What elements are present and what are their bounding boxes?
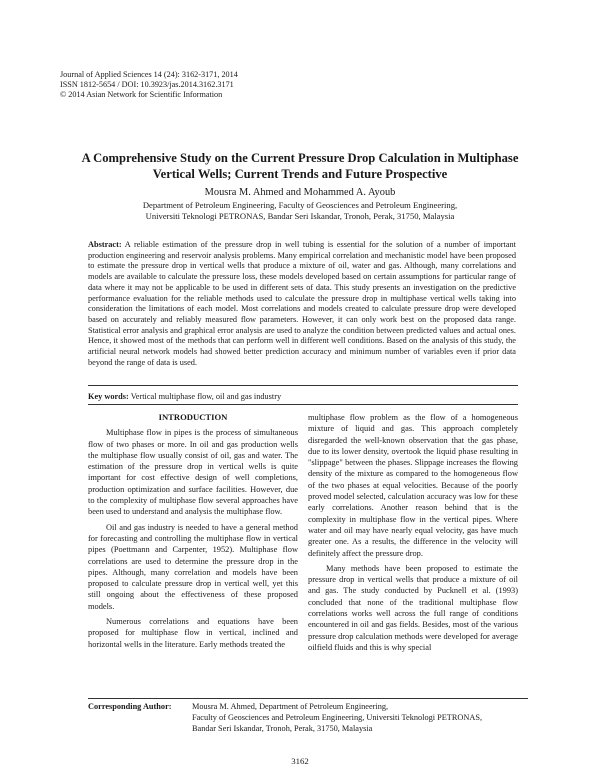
body-column-left — [88, 412, 298, 654]
paragraph: Many methods have been proposed to estimate the pressure drop in vertical wells that produce a mixture of oil and gas. The study conducted by Pucknell et al. (1993) concluded that none of the traditional multiphase flow correlations works well across the full range of conditions encountered in oil and gas fields. Besides, most of the various pressure drop calculation methods were developed for average oilfield fluids and this is why special — [308, 563, 518, 652]
paper-affiliation — [60, 200, 540, 222]
journal-header — [60, 70, 238, 101]
paragraph: Numerous correlations and equations have been proposed for multiphase flow in vertical, inclined and horizontal wells in the literature. Early methods treated the — [88, 617, 298, 649]
paragraph: Oil and gas industry is needed to have a general method for forecasting and controlling the multiphase flow in vertical pipes (Poettmann and Carpenter, 1952). Multiphase flow correlations are used to determine the pressure drop in the pipes. Although, many correlation and models have been proposed to calculate pressure drop in vertical well, yet this still ongoing about the effectiveness of these proposed models. — [88, 522, 298, 611]
section-heading-introduction: INTRODUCTION — [158, 412, 228, 422]
paper-title — [60, 150, 540, 182]
paragraph: multiphase flow problem as the flow of a homogeneous mixture of liquid and gas. This approach completely disregarded the well-known observation that the gas phase, due to its lower density, overtook the liquid phase resulting in "slippage" between the phases. Slippage increases the flowing density of the mixture as compared to the homogeneous flow of the two phases at equal velocities. Because of the poorly proved model selected, calculation accuracy was low for these early correlations. Another reason behind that is the complexity in multiphase flow in the vertical pipes. Where water and oil may have nearly equal velocity, gas have much greater one. As a results, the difference in the velocity will definitely affect the pressure drop. — [308, 413, 518, 558]
body-column-right — [308, 412, 518, 657]
abstract — [88, 240, 516, 368]
divider-top — [88, 385, 518, 386]
journal-issn-doi: ISSN 1812-5654 / DOI: 10.3923/jas.2014.3162.3171 — [60, 80, 234, 90]
corresponding-author-label: Corresponding Author: — [88, 702, 172, 711]
affiliation-line2: Universiti Teknologi PETRONAS, Bandar Seri Iskandar, Tronoh, Perak, 31750, Malaysia — [145, 211, 455, 221]
corresponding-line3: Bandar Seri Iskandar, Tronoh, Perak, 31750, Malaysia — [192, 723, 373, 733]
divider-bottom — [88, 404, 518, 405]
keywords-label: Key words: — [88, 392, 129, 401]
corresponding-author-details — [192, 702, 528, 734]
keywords-text: Vertical multiphase flow, oil and gas industry — [130, 392, 282, 401]
page-number: 3162 — [291, 756, 309, 766]
paper-title-line1: A Comprehensive Study on the Current Pressure Drop Calculation in Multiphase — [81, 151, 519, 165]
paper-authors: Mousra M. Ahmed and Mohammed A. Ayoub — [204, 187, 396, 198]
corresponding-author — [88, 702, 528, 734]
abstract-text: A reliable estimation of the pressure drop in well tubing is essential for the solution of a number of important production engineering and reservoir analysis problems. Many empirical correlation and mechanistic model have been proposed to estimate the pressure drop in vertical wells that produce a mixture of oil, water and gas. Although, many correlations and models are available to calculate the pressure loss, these models developed based on certain assumptions for particular range of data where it may not be applicable to be used in different sets of data. This study presents an investigation on the predictive performance evaluation for the reliable methods used to calculate the pressure drop in multiphase vertical wells taking into consideration the limitations of each model. Most correlations and models created to calculate pressure drop were developed based on accurately and reliably measured flow parameters. However, it can only work best on the proposed data range. Statistical error analysis and graphical error analysis are used to analyze the condition between predicted values and actual ones. Hence, it showed most of the methods that can perform well in different well conditions. Based on the analysis of this study, the artificial neural network models had showed better prediction accuracy and minimum number of variables even if prior data beyond the range of data is used. — [88, 240, 516, 367]
paragraph: Multiphase flow in pipes is the process of simultaneous flow of two phases or more. In oil and gas production wells the multiphase flow usually consist of oil, gas and water. The estimation of the pressure drop in vertical wells is quite important for cost effective design of well completions, production optimization and surface facilities. However, due to the complexity of multiphase flow several approaches have been used to understand and analysis the multiphase flow. — [88, 428, 298, 517]
divider-footnote — [88, 698, 528, 699]
abstract-label: Abstract: — [88, 240, 122, 249]
affiliation-line1: Department of Petroleum Engineering, Faculty of Geosciences and Petroleum Engineering, — [142, 200, 458, 210]
corresponding-line2: Faculty of Geosciences and Petroleum Engineering, Universiti Teknologi PETRONAS, — [192, 712, 483, 722]
journal-citation: Journal of Applied Sciences 14 (24): 3162-3171, 2014 — [60, 70, 238, 79]
corresponding-line1: Mousra M. Ahmed, Department of Petroleum Engineering, — [192, 702, 389, 711]
paper-title-line2: Vertical Wells; Current Trends and Future Prospective — [152, 167, 448, 181]
keywords — [88, 392, 518, 401]
journal-copyright: © 2014 Asian Network for Scientific Information — [60, 90, 223, 100]
